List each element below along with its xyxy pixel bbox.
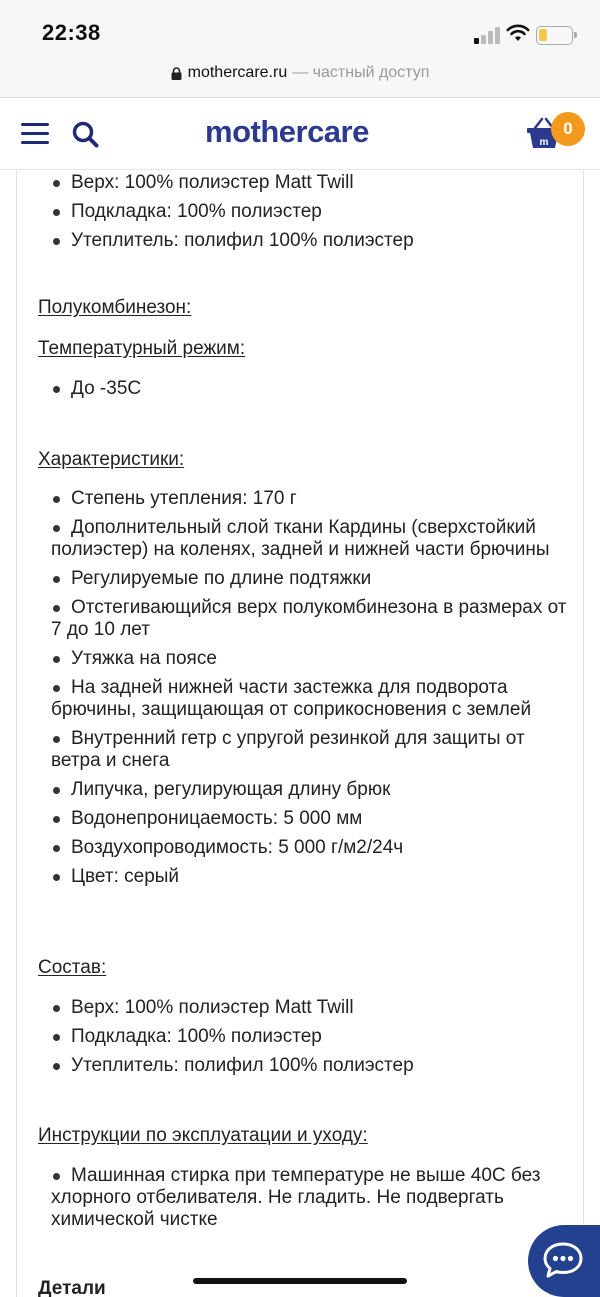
hamburger-menu-icon[interactable] (21, 123, 49, 145)
chat-bubble-icon (542, 1241, 584, 1279)
svg-text:m: m (539, 137, 549, 148)
list-item: Машинная стирка при температуре не выше 40С без хлорного отбеливателя. Не гладить. Не подвергать химической чистке (39, 1165, 579, 1231)
temperature-title: Температурный режим: (38, 338, 246, 359)
brand-logo[interactable]: mothercare (205, 114, 369, 149)
list-item: Утеплитель: полифил 100% полиэстер (39, 1055, 579, 1077)
list-item: Липучка, регулирующая длину брюк (39, 779, 579, 801)
status-bar (0, 0, 600, 62)
list-item: Утеплитель: полифил 100% полиэстер (39, 230, 579, 252)
url-private-note: — частный доступ (292, 64, 430, 81)
list-item: Степень утепления: 170 г (39, 488, 579, 510)
lock-icon (171, 67, 182, 80)
list-item: Отстегивающийся верх полукомбинезона в размерах от 7 до 10 лет (39, 597, 579, 641)
cellular-signal-icon (474, 27, 500, 44)
list-item: Подкладка: 100% полиэстер (39, 1026, 579, 1048)
chat-button[interactable] (528, 1225, 600, 1297)
product-description (16, 170, 584, 1297)
list-item: Водонепроницаемость: 5 000 мм (39, 808, 579, 830)
composition-list (39, 997, 579, 1077)
features-list (39, 488, 579, 888)
url-domain: mothercare.ru (187, 64, 288, 81)
list-item: Регулируемые по длине подтяжки (39, 568, 579, 590)
top-composition-list (39, 172, 579, 252)
composition-title: Состав: (38, 957, 107, 978)
list-item: На задней нижней части застежка для подворота брючины, защищающая от соприкосновения с землей (39, 677, 579, 721)
search-icon[interactable] (71, 120, 99, 148)
battery-icon (536, 26, 573, 45)
list-item: Верх: 100% полиэстер Matt Twill (39, 997, 579, 1019)
list-item: Внутренний гетр с упругой резинкой для защиты от ветра и снега (39, 728, 579, 772)
list-item: Верх: 100% полиэстер Matt Twill (39, 172, 579, 194)
overall-title: Полукомбинезон: (38, 297, 192, 318)
list-item: Дополнительный слой ткани Кардины (сверхстойкий полиэстер) на коленях, задней и нижней части брючины (39, 517, 579, 561)
list-item: Утяжка на поясе (39, 648, 579, 670)
list-item: Подкладка: 100% полиэстер (39, 201, 579, 223)
list-item: Воздухопроводимость: 5 000 г/м2/24ч (39, 837, 579, 859)
status-time: 22:38 (42, 20, 101, 45)
details-heading[interactable]: Детали (38, 1278, 106, 1297)
care-instructions-title: Инструкции по эксплуатации и уходу: (38, 1125, 368, 1146)
home-indicator[interactable] (193, 1278, 407, 1284)
url-bar[interactable] (0, 62, 600, 98)
wifi-icon (506, 24, 530, 42)
list-item: До -35С (39, 378, 579, 400)
list-item: Цвет: серый (39, 866, 579, 888)
temperature-list (39, 378, 579, 400)
care-list (39, 1165, 579, 1231)
site-header (0, 98, 600, 170)
cart-count-badge[interactable]: 0 (551, 112, 585, 146)
features-title: Характеристики: (38, 449, 185, 470)
